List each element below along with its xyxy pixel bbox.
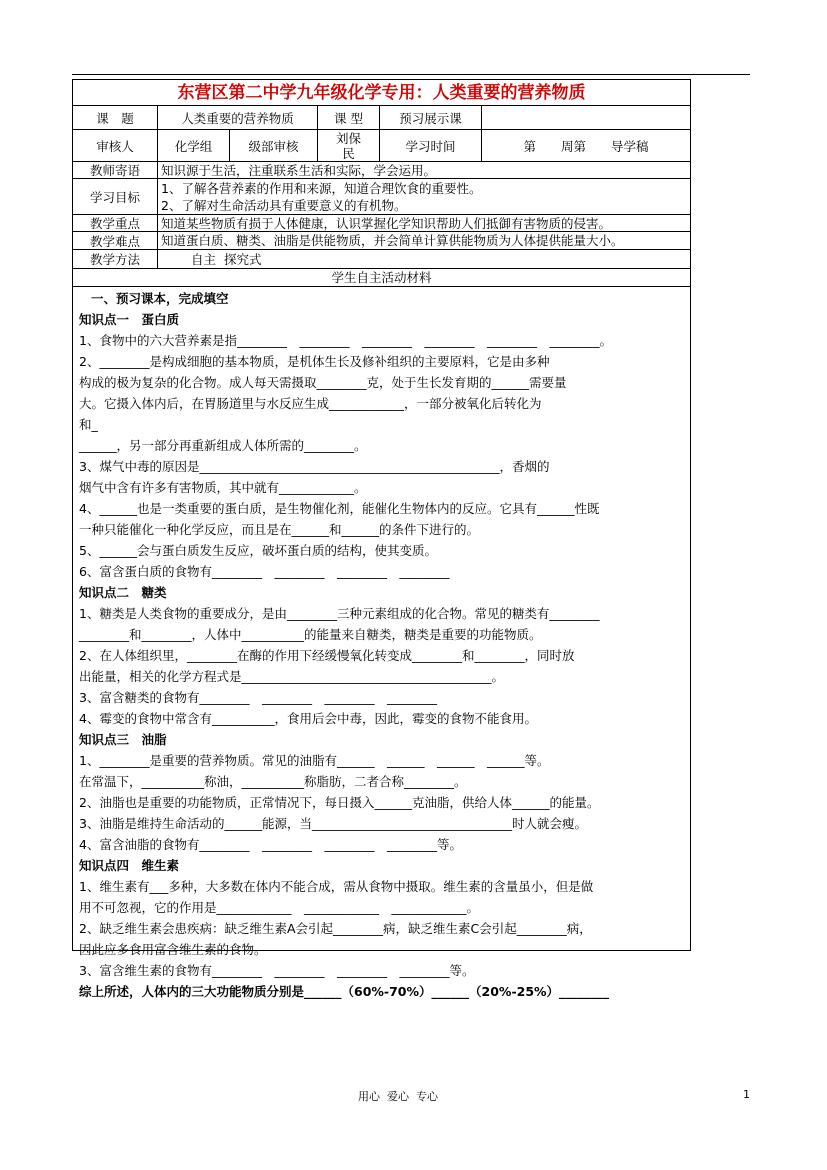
type-label: 课 型 — [317, 106, 379, 129]
text-line: 3、富含糖类的食物有________ ________ ________ ________ — [79, 690, 437, 705]
reviewer-label: 审核人 — [96, 138, 134, 154]
section-title: 学生自主活动材料 — [331, 270, 432, 285]
week-label: 第 周第 导学稿 — [481, 130, 690, 161]
text-line: 4、富含油脂的食物有________ ________ ________ ________等。 — [79, 837, 462, 852]
text-line: 在常温下，__________称油，__________称脂肪，二者合称________。 — [79, 774, 467, 789]
text-line: 2、在人体组织里，________在酶的作用下经缓慢氧化转变成________和________，同时放 — [79, 648, 575, 663]
text-line: 3、富含维生素的食物有________ ________ ________ ________等。 — [79, 963, 475, 978]
text-line: 烟气中含有许多有害物质，其中就有____________。 — [79, 480, 367, 495]
method-label: 教学方法 — [89, 252, 140, 267]
knowledge-heading-protein: 知识点一 蛋白质 — [79, 312, 180, 327]
grade-label: 级部审核 — [229, 130, 317, 161]
text-line: 一种只能催化一种化学反应，而且是在______和______的条件下进行的。 — [79, 522, 480, 537]
message-row — [73, 162, 690, 179]
grade-value: 刘保民 — [317, 130, 379, 161]
goals-row — [73, 179, 690, 215]
text-line: 3、油脂是维持生命活动的______能源，当________________________________时人就会瘦。 — [79, 816, 587, 831]
knowledge-heading-sugar: 知识点二 糖类 — [79, 585, 167, 600]
hard-row — [73, 232, 690, 250]
text-line: 5、______会与蛋白质发生反应，破坏蛋白质的结构，使其变质。 — [79, 543, 437, 558]
goals-item-2: 2、了解对生命活动具有重要意义的有机物。 — [161, 198, 407, 213]
key-row — [73, 215, 690, 232]
empty-cell — [481, 106, 690, 129]
section-row — [73, 269, 690, 287]
method-row — [73, 250, 690, 269]
section-heading: 一、预习课本，完成填空 — [91, 291, 229, 306]
text-line: 3、煤气中毒的原因是________________________________________________，香烟的 — [79, 459, 550, 474]
message-value: 知识源于生活，注重联系生活和实际，学会运用。 — [161, 163, 437, 178]
time-label: 学习时间 — [379, 130, 481, 161]
hard-value: 知道蛋白质、糖类、油脂是供能物质，并会简单计算供能物质为人体提供能量大小。 — [161, 233, 624, 248]
text-line: 1、维生素有___多种，大多数在体内不能合成，需从食物中摄取。维生素的含量虽小，但是做 — [79, 879, 594, 894]
hard-label: 教学难点 — [89, 233, 140, 249]
text-line: 2、油脂也是重要的功能物质，正常情况下，每日摄入______克油脂，供给人体______的能量。 — [79, 795, 600, 810]
course-value: 人类重要的营养物质 — [157, 106, 317, 129]
goals-label: 学习目标 — [89, 189, 140, 205]
text-line: 1、________是重要的营养物质。常见的油脂有______ ______ ______ ______等。 — [79, 753, 550, 768]
method-value: 自主 探究式 — [191, 252, 262, 267]
course-label: 课 题 — [96, 110, 134, 126]
exercise-content — [79, 288, 685, 1002]
page-title: 东营区第二中学九年级化学专用：人类重要的营养物质 — [73, 80, 690, 106]
text-line: 构成的极为复杂的化合物。成人每天需摄取________克，处于生长发育期的______需要量 — [79, 375, 567, 390]
text-line: 1、糖类是人类食物的重要成分，是由________三种元素组成的化合物。常见的糖类有________ — [79, 606, 600, 621]
course-row — [73, 106, 690, 130]
text-line: 2、________是构成细胞的基本物质，是机体生长及修补组织的主要原料，它是由多种 — [79, 354, 550, 369]
footer-motto: 用心 爱心 专心 — [358, 1090, 438, 1103]
text-line: 2、缺乏维生素会患疾病：缺乏维生素A会引起________病，缺乏维生素C会引起________病， — [79, 921, 592, 936]
summary-line: 综上所述，人体内的三大功能物质分别是______（60%-70%）______（20%-25%）________ — [79, 984, 610, 999]
knowledge-heading-fat: 知识点三 油脂 — [79, 732, 167, 747]
key-value: 知道某些物质有损于人体健康，认识掌握化学知识帮助人们抵御有害物质的侵害。 — [161, 216, 612, 231]
text-line: 用不可忽视，它的作用是____________ ____________ ____________。 — [79, 900, 480, 915]
goals-item-1: 1、了解各营养素的作用和来源，知道合理饮食的重要性。 — [161, 181, 482, 196]
text-line: ________和________，人体中__________的能量来自糖类，糖类是重要的功能物质。 — [79, 627, 542, 642]
reviewer-value: 化学组 — [157, 130, 229, 161]
type-value: 预习展示课 — [379, 106, 481, 129]
worksheet-table — [72, 79, 691, 999]
knowledge-heading-vitamin: 知识点四 维生素 — [79, 858, 180, 873]
header-rule — [72, 74, 750, 75]
text-line: 大。它摄入体内后，在胃肠道里与水反应生成____________，一部分被氧化后转化为 — [79, 396, 542, 411]
message-label: 教师寄语 — [89, 163, 140, 178]
text-line: 6、富含蛋白质的食物有________ ________ ________ ________ — [79, 564, 450, 579]
text-line: 1、食物中的六大营养素是指________ ________ ________ ________ ________ ________。 — [79, 333, 612, 348]
text-line: 4、霉变的食物中常含有__________，食用后会中毒，因此，霉变的食物不能食用。 — [79, 711, 537, 726]
reviewer-row — [73, 130, 690, 162]
text-line: 和_ — [79, 417, 98, 432]
text-line: 4、______也是一类重要的蛋白质，是生物催化剂，能催化生物体内的反应。它具有______性既 — [79, 501, 600, 516]
text-line: 出能量，相关的化学方程式是________________________________________。 — [79, 669, 505, 684]
page-number: 1 — [743, 1088, 750, 1101]
key-label: 教学重点 — [89, 216, 140, 231]
text-line: ______，另一部分再重新组成人体所需的________。 — [79, 438, 367, 453]
text-line: 因此应多食用富含维生素的食物。 — [79, 942, 267, 957]
